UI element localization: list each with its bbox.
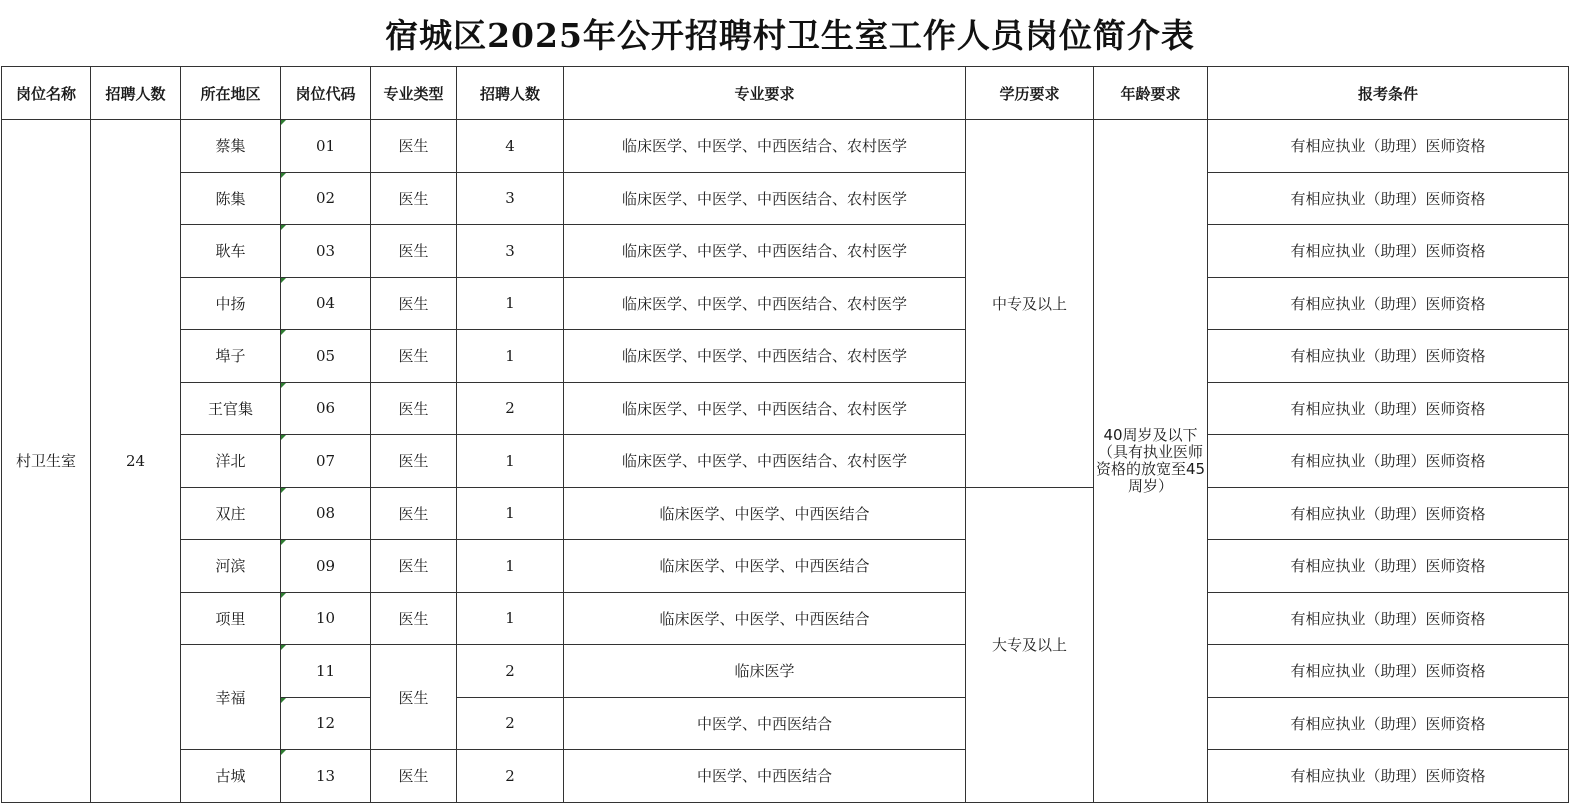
table-row — [2, 382, 1569, 435]
positions-table — [1, 66, 1569, 803]
header-education: 学历要求 — [966, 67, 1094, 120]
count-cell: 1 — [457, 487, 564, 540]
header-row — [2, 67, 1569, 120]
code-cell: 03 — [281, 225, 371, 278]
condition-cell: 有相应执业（助理）医师资格 — [1208, 645, 1569, 698]
type-cell: 医生 — [371, 487, 457, 540]
major-cell: 临床医学、中医学、中西医结合 — [564, 592, 966, 645]
count-cell: 1 — [457, 277, 564, 330]
type-cell: 医生 — [371, 330, 457, 383]
count-cell: 3 — [457, 172, 564, 225]
major-cell: 中医学、中西医结合 — [564, 697, 966, 750]
type-cell: 医生 — [371, 592, 457, 645]
header-region: 所在地区 — [181, 67, 281, 120]
code-cell: 11 — [281, 645, 371, 698]
code-cell: 05 — [281, 330, 371, 383]
header-age: 年龄要求 — [1094, 67, 1208, 120]
count-cell: 1 — [457, 592, 564, 645]
type-cell: 医生 — [371, 120, 457, 173]
type-cell: 医生 — [371, 172, 457, 225]
table-row — [2, 225, 1569, 278]
type-cell: 医生 — [371, 225, 457, 278]
header-condition: 报考条件 — [1208, 67, 1569, 120]
region-cell: 双庄 — [181, 487, 281, 540]
position-name-cell: 村卫生室 — [2, 120, 91, 803]
region-cell: 河滨 — [181, 540, 281, 593]
total-recruit-cell: 24 — [91, 120, 181, 803]
major-cell: 临床医学、中医学、中西医结合、农村医学 — [564, 330, 966, 383]
table-row — [2, 645, 1569, 698]
type-cell: 医生 — [371, 540, 457, 593]
region-cell: 中扬 — [181, 277, 281, 330]
code-cell: 13 — [281, 750, 371, 803]
condition-cell: 有相应执业（助理）医师资格 — [1208, 120, 1569, 173]
type-cell: 医生 — [371, 645, 457, 750]
education-cell-a: 中专及以上 — [966, 120, 1094, 488]
code-cell: 07 — [281, 435, 371, 488]
page-title: 宿城区2025年公开招聘村卫生室工作人员岗位简介表 — [385, 15, 1195, 55]
condition-cell: 有相应执业（助理）医师资格 — [1208, 750, 1569, 803]
condition-cell: 有相应执业（助理）医师资格 — [1208, 225, 1569, 278]
count-cell: 1 — [457, 330, 564, 383]
major-cell: 临床医学、中医学、中西医结合、农村医学 — [564, 382, 966, 435]
condition-cell: 有相应执业（助理）医师资格 — [1208, 172, 1569, 225]
condition-cell: 有相应执业（助理）医师资格 — [1208, 277, 1569, 330]
major-cell: 临床医学、中医学、中西医结合、农村医学 — [564, 120, 966, 173]
region-cell: 耿车 — [181, 225, 281, 278]
table-row — [2, 750, 1569, 803]
table-row — [2, 330, 1569, 383]
region-cell: 幸福 — [181, 645, 281, 750]
condition-cell: 有相应执业（助理）医师资格 — [1208, 330, 1569, 383]
code-cell: 04 — [281, 277, 371, 330]
major-cell: 临床医学、中医学、中西医结合、农村医学 — [564, 435, 966, 488]
table-row — [2, 172, 1569, 225]
count-cell: 4 — [457, 120, 564, 173]
table-row — [2, 120, 1569, 173]
condition-cell: 有相应执业（助理）医师资格 — [1208, 382, 1569, 435]
code-cell: 02 — [281, 172, 371, 225]
type-cell: 医生 — [371, 382, 457, 435]
region-cell: 蔡集 — [181, 120, 281, 173]
condition-cell: 有相应执业（助理）医师资格 — [1208, 487, 1569, 540]
major-cell: 中医学、中西医结合 — [564, 750, 966, 803]
major-cell: 临床医学、中医学、中西医结合、农村医学 — [564, 225, 966, 278]
count-cell: 2 — [457, 645, 564, 698]
region-cell: 埠子 — [181, 330, 281, 383]
type-cell: 医生 — [371, 435, 457, 488]
header-position-name: 岗位名称 — [2, 67, 91, 120]
table-row — [2, 592, 1569, 645]
table-row — [2, 435, 1569, 488]
condition-cell: 有相应执业（助理）医师资格 — [1208, 697, 1569, 750]
region-cell: 项里 — [181, 592, 281, 645]
header-count: 招聘人数 — [457, 67, 564, 120]
condition-cell: 有相应执业（助理）医师资格 — [1208, 592, 1569, 645]
major-cell: 临床医学、中医学、中西医结合 — [564, 487, 966, 540]
count-cell: 1 — [457, 540, 564, 593]
table-row — [2, 540, 1569, 593]
count-cell: 1 — [457, 435, 564, 488]
major-cell: 临床医学、中医学、中西医结合、农村医学 — [564, 277, 966, 330]
condition-cell: 有相应执业（助理）医师资格 — [1208, 435, 1569, 488]
header-total-count: 招聘人数 — [91, 67, 181, 120]
region-cell: 陈集 — [181, 172, 281, 225]
count-cell: 2 — [457, 382, 564, 435]
code-cell: 10 — [281, 592, 371, 645]
code-cell: 01 — [281, 120, 371, 173]
type-cell: 医生 — [371, 277, 457, 330]
code-cell: 09 — [281, 540, 371, 593]
education-cell-b: 大专及以上 — [966, 487, 1094, 802]
region-cell: 王官集 — [181, 382, 281, 435]
major-cell: 临床医学、中医学、中西医结合、农村医学 — [564, 172, 966, 225]
condition-cell: 有相应执业（助理）医师资格 — [1208, 540, 1569, 593]
table-row — [2, 277, 1569, 330]
region-cell: 古城 — [181, 750, 281, 803]
count-cell: 3 — [457, 225, 564, 278]
table-row — [2, 487, 1569, 540]
header-type: 专业类型 — [371, 67, 457, 120]
major-cell: 临床医学 — [564, 645, 966, 698]
header-code: 岗位代码 — [281, 67, 371, 120]
type-cell: 医生 — [371, 750, 457, 803]
major-cell: 临床医学、中医学、中西医结合 — [564, 540, 966, 593]
code-cell: 06 — [281, 382, 371, 435]
count-cell: 2 — [457, 750, 564, 803]
age-requirement-cell: 40周岁及以下（具有执业医师资格的放宽至45周岁） — [1094, 120, 1208, 803]
region-cell: 洋北 — [181, 435, 281, 488]
code-cell: 08 — [281, 487, 371, 540]
code-cell: 12 — [281, 697, 371, 750]
count-cell: 2 — [457, 697, 564, 750]
header-major: 专业要求 — [564, 67, 966, 120]
